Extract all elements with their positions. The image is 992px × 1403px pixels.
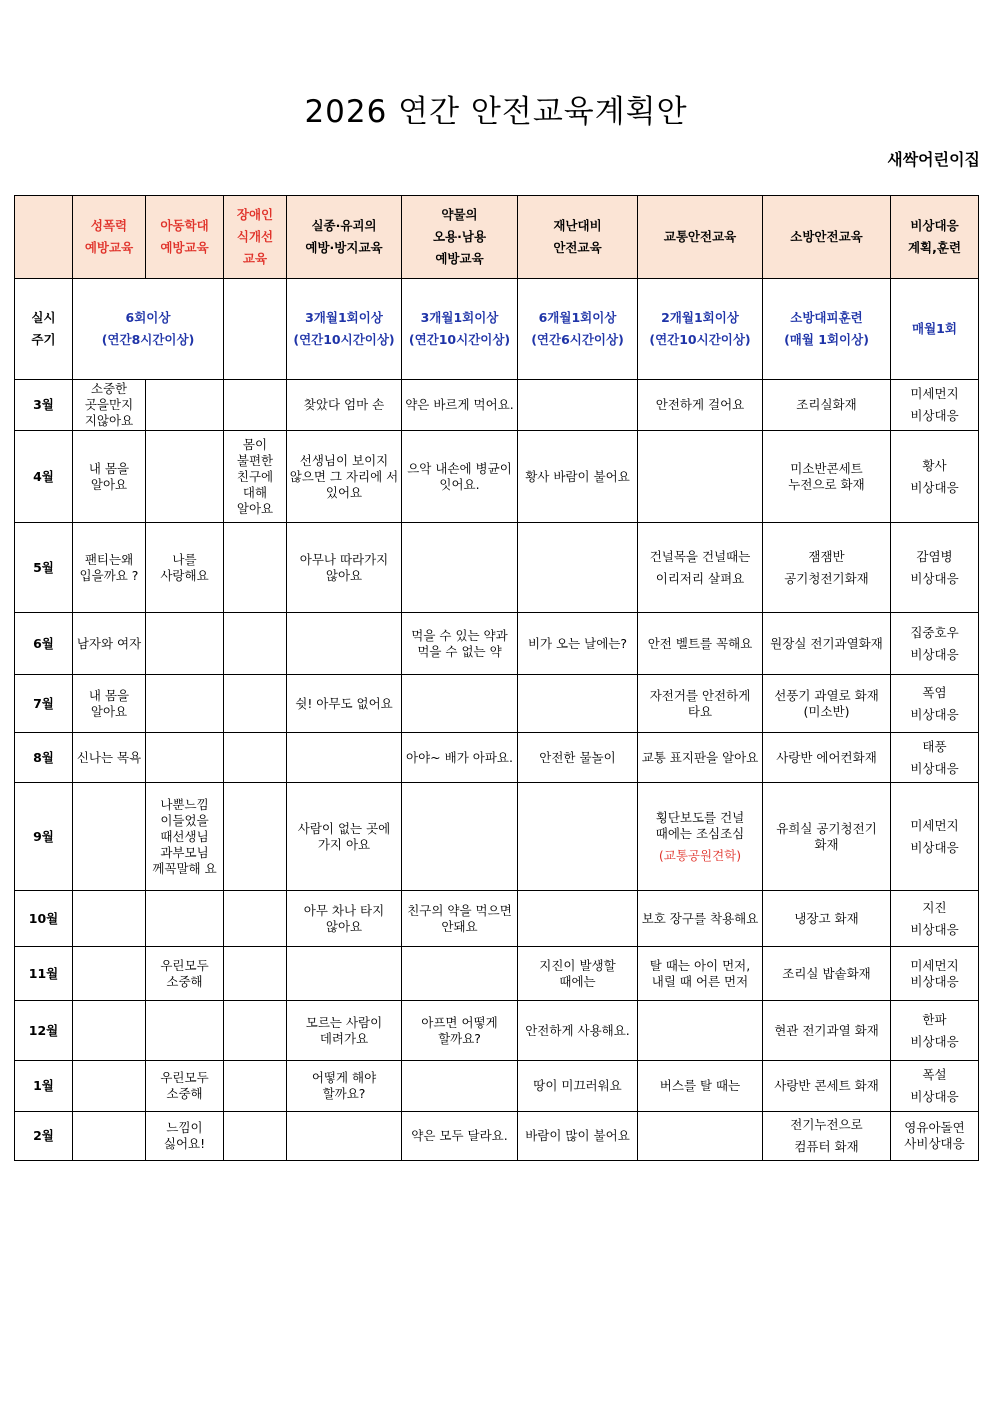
table-cell: 냉장고 화재 bbox=[763, 891, 891, 947]
month-label: 2월 bbox=[15, 1112, 73, 1161]
table-cell: 건널목을 건널때는 이리저리 살펴요 bbox=[638, 523, 763, 613]
table-cell bbox=[146, 613, 224, 675]
table-cell: 모르는 사람이 데려가요 bbox=[287, 1001, 402, 1061]
table-cell bbox=[638, 431, 763, 523]
table-cell bbox=[73, 1112, 146, 1161]
table-row bbox=[15, 1061, 979, 1112]
table-cell bbox=[287, 613, 402, 675]
table-cell: 안전하게 걸어요 bbox=[638, 380, 763, 431]
table-cell: 잼잼반 공기청전기화재 bbox=[763, 523, 891, 613]
header-sexual-violence: 성폭력 예방교육 bbox=[73, 196, 146, 279]
frequency-fire: 소방대피훈련 (매월 1회이상) bbox=[763, 279, 891, 380]
table-cell: 느낌이 싫어요! bbox=[146, 1112, 224, 1161]
table-cell: 땅이 미끄러워요 bbox=[518, 1061, 638, 1112]
table-cell bbox=[73, 891, 146, 947]
safety-plan-table bbox=[14, 195, 979, 1161]
table-cell bbox=[287, 1112, 402, 1161]
table-cell bbox=[402, 783, 518, 891]
table-cell bbox=[224, 947, 287, 1001]
table-cell bbox=[224, 783, 287, 891]
table-cell bbox=[224, 1112, 287, 1161]
table-cell bbox=[146, 431, 224, 523]
table-cell bbox=[224, 733, 287, 783]
table-row bbox=[15, 523, 979, 613]
table-cell bbox=[402, 1061, 518, 1112]
table-cell bbox=[224, 380, 287, 431]
month-label: 12월 bbox=[15, 1001, 73, 1061]
table-cell: 집중호우 비상대응 bbox=[891, 613, 979, 675]
table-cell bbox=[146, 380, 224, 431]
table-cell: 사람이 없는 곳에 가지 아요 bbox=[287, 783, 402, 891]
table-cell bbox=[224, 675, 287, 733]
month-label: 11월 bbox=[15, 947, 73, 1001]
table-cell: 아무 차나 타지 않아요 bbox=[287, 891, 402, 947]
table-cell bbox=[146, 891, 224, 947]
header-disability-awareness: 장애인 식개선 교육 bbox=[224, 196, 287, 279]
table-cell bbox=[224, 613, 287, 675]
header-drug-misuse: 약물의 오용·남용 예방교육 bbox=[402, 196, 518, 279]
table-cell: 먹을 수 있는 약과 먹을 수 없는 약 bbox=[402, 613, 518, 675]
table-cell bbox=[638, 1112, 763, 1161]
table-cell: 황사 바람이 불어요 bbox=[518, 431, 638, 523]
table-cell: 지진이 발생할 때에는 bbox=[518, 947, 638, 1001]
table-row bbox=[15, 380, 979, 431]
table-row bbox=[15, 891, 979, 947]
month-label: 6월 bbox=[15, 613, 73, 675]
table-cell: 조리실화재 bbox=[763, 380, 891, 431]
table-cell bbox=[638, 1001, 763, 1061]
table-cell: 바람이 많이 불어요 bbox=[518, 1112, 638, 1161]
table-row bbox=[15, 675, 979, 733]
table-cell bbox=[402, 947, 518, 1001]
header-missing-prevention: 실종·유괴의 예방·방지교육 bbox=[287, 196, 402, 279]
table-cell: 유희실 공기청전기 화재 bbox=[763, 783, 891, 891]
table-cell bbox=[402, 675, 518, 733]
table-cell: 안전하게 사용해요. bbox=[518, 1001, 638, 1061]
table-cell bbox=[146, 1001, 224, 1061]
table-cell bbox=[73, 1061, 146, 1112]
header-child-abuse: 아동학대 예방교육 bbox=[146, 196, 224, 279]
month-label: 9월 bbox=[15, 783, 73, 891]
table-cell: 안전한 물놀이 bbox=[518, 733, 638, 783]
table-cell: 미소반콘세트 누전으로 화재 bbox=[763, 431, 891, 523]
table-cell: 어떻게 해야 할까요? bbox=[287, 1061, 402, 1112]
header-row bbox=[15, 196, 979, 279]
table-cell: 선풍기 과열로 화재(미소반) bbox=[763, 675, 891, 733]
table-cell: 쉿! 아무도 없어요 bbox=[287, 675, 402, 733]
month-label: 3월 bbox=[15, 380, 73, 431]
table-cell: 태풍 비상대응 bbox=[891, 733, 979, 783]
table-cell: 선생님이 보이지 않으면 그 자리에 서 있어요 bbox=[287, 431, 402, 523]
table-cell bbox=[518, 523, 638, 613]
table-cell: 아무나 따라가지 않아요 bbox=[287, 523, 402, 613]
table-cell: 교통 표지판을 알아요 bbox=[638, 733, 763, 783]
table-cell bbox=[224, 1061, 287, 1112]
table-cell bbox=[518, 675, 638, 733]
table-cell: 약은 모두 달라요. bbox=[402, 1112, 518, 1161]
month-label: 4월 bbox=[15, 431, 73, 523]
table-row bbox=[15, 783, 979, 891]
table-cell: 조리실 밥솥화재 bbox=[763, 947, 891, 1001]
table-cell bbox=[224, 523, 287, 613]
table-cell: 남자와 여자 bbox=[73, 613, 146, 675]
table-cell: 황사 비상대응 bbox=[891, 431, 979, 523]
month-label: 8월 bbox=[15, 733, 73, 783]
table-cell: 버스를 탈 때는 bbox=[638, 1061, 763, 1112]
table-row bbox=[15, 1112, 979, 1161]
frequency-label: 실시 주기 bbox=[15, 279, 73, 380]
header-emergency: 비상대응 계획,훈련 bbox=[891, 196, 979, 279]
table-cell: 미세먼지 비상대응 bbox=[891, 380, 979, 431]
table-cell: 팬티는왜 입을까요 ? bbox=[73, 523, 146, 613]
table-cell: 소중한 곳을만지 지않아요 bbox=[73, 380, 146, 431]
table-cell: 나를 사랑해요 bbox=[146, 523, 224, 613]
table-cell bbox=[287, 733, 402, 783]
table-cell: 나뿐느낌 이들었을 때선생님 과부모님 께꼭말해 요 bbox=[146, 783, 224, 891]
header-disaster: 재난대비 안전교육 bbox=[518, 196, 638, 279]
table-cell: 자전거를 안전하게 타요 bbox=[638, 675, 763, 733]
table-cell: 횡단보도를 건널 때에는 조심조심 (교통공원견학) bbox=[638, 783, 763, 891]
month-label: 7월 bbox=[15, 675, 73, 733]
table-cell: 미세먼지 비상대응 bbox=[891, 783, 979, 891]
table-cell: 폭설 비상대응 bbox=[891, 1061, 979, 1112]
table-cell bbox=[73, 947, 146, 1001]
table-cell: 신나는 목욕 bbox=[73, 733, 146, 783]
table-cell: 감염병 비상대응 bbox=[891, 523, 979, 613]
table-cell bbox=[224, 1001, 287, 1061]
table-cell bbox=[146, 675, 224, 733]
frequency-disaster: 6개월1회이상 (연간6시간이상) bbox=[518, 279, 638, 380]
month-label: 10월 bbox=[15, 891, 73, 947]
table-row bbox=[15, 1001, 979, 1061]
table-cell: 전기누전으로 컴퓨터 화재 bbox=[763, 1112, 891, 1161]
table-cell bbox=[518, 891, 638, 947]
header-traffic: 교통안전교육 bbox=[638, 196, 763, 279]
table-cell: 비가 오는 날에는? bbox=[518, 613, 638, 675]
table-row bbox=[15, 947, 979, 1001]
frequency-traffic: 2개월1회이상 (연간10시간이상) bbox=[638, 279, 763, 380]
frequency-emergency: 매월1회 bbox=[891, 279, 979, 380]
page-title: 2026 연간 안전교육계획안 bbox=[304, 94, 688, 130]
table-cell bbox=[224, 891, 287, 947]
table-cell: 폭염 비상대응 bbox=[891, 675, 979, 733]
table-cell: 몸이 불편한 친구에 대해 알아요 bbox=[224, 431, 287, 523]
table-cell: 찾았다 엄마 손 bbox=[287, 380, 402, 431]
table-cell: 약은 바르게 먹어요. bbox=[402, 380, 518, 431]
table-cell: 우린모두 소중해 bbox=[146, 947, 224, 1001]
table-cell: 사랑반 에어컨화재 bbox=[763, 733, 891, 783]
table-cell: 사랑반 콘세트 화재 bbox=[763, 1061, 891, 1112]
table-row bbox=[15, 613, 979, 675]
table-cell: 보호 장구를 착용해요 bbox=[638, 891, 763, 947]
table-cell bbox=[146, 733, 224, 783]
table-cell bbox=[287, 947, 402, 1001]
table-cell bbox=[518, 380, 638, 431]
frequency-drug: 3개월1회이상 (연간10시간이상) bbox=[402, 279, 518, 380]
table-cell: 원장실 전기과열화재 bbox=[763, 613, 891, 675]
frequency-missing: 3개월1회이상 (연간10시간이상) bbox=[287, 279, 402, 380]
frequency-row bbox=[15, 279, 979, 380]
month-label: 5월 bbox=[15, 523, 73, 613]
month-label: 1월 bbox=[15, 1061, 73, 1112]
table-cell bbox=[73, 783, 146, 891]
table-cell: 내 몸을 알아요 bbox=[73, 675, 146, 733]
table-cell bbox=[402, 523, 518, 613]
table-cell: 지진 비상대응 bbox=[891, 891, 979, 947]
table-cell: 현관 전기과열 화재 bbox=[763, 1001, 891, 1061]
table-cell: 탈 때는 아이 먼저, 내릴 때 어른 먼저 bbox=[638, 947, 763, 1001]
table-cell: 영유아돌연 사비상대응 bbox=[891, 1112, 979, 1161]
frequency-disability bbox=[224, 279, 287, 380]
table-row bbox=[15, 431, 979, 523]
table-cell: 미세먼지 비상대응 bbox=[891, 947, 979, 1001]
table-row bbox=[15, 733, 979, 783]
table-cell bbox=[518, 783, 638, 891]
header-corner bbox=[15, 196, 73, 279]
table-cell: 내 몸을 알아요 bbox=[73, 431, 146, 523]
table-cell: 친구의 약을 먹으면 안돼요 bbox=[402, 891, 518, 947]
table-cell: 아프면 어떻게 할까요? bbox=[402, 1001, 518, 1061]
table-cell bbox=[73, 1001, 146, 1061]
table-cell: 한파 비상대응 bbox=[891, 1001, 979, 1061]
organization-name: 새싹어린이집 bbox=[887, 150, 980, 169]
table-cell: 우린모두 소중해 bbox=[146, 1061, 224, 1112]
table-cell: 아야~ 배가 아파요. bbox=[402, 733, 518, 783]
frequency-sexual-child: 6회이상 (연간8시간이상) bbox=[73, 279, 224, 380]
header-fire: 소방안전교육 bbox=[763, 196, 891, 279]
table-cell: 으악 내손에 병균이 잇어요. bbox=[402, 431, 518, 523]
table-cell: 안전 벨트를 꼭해요 bbox=[638, 613, 763, 675]
